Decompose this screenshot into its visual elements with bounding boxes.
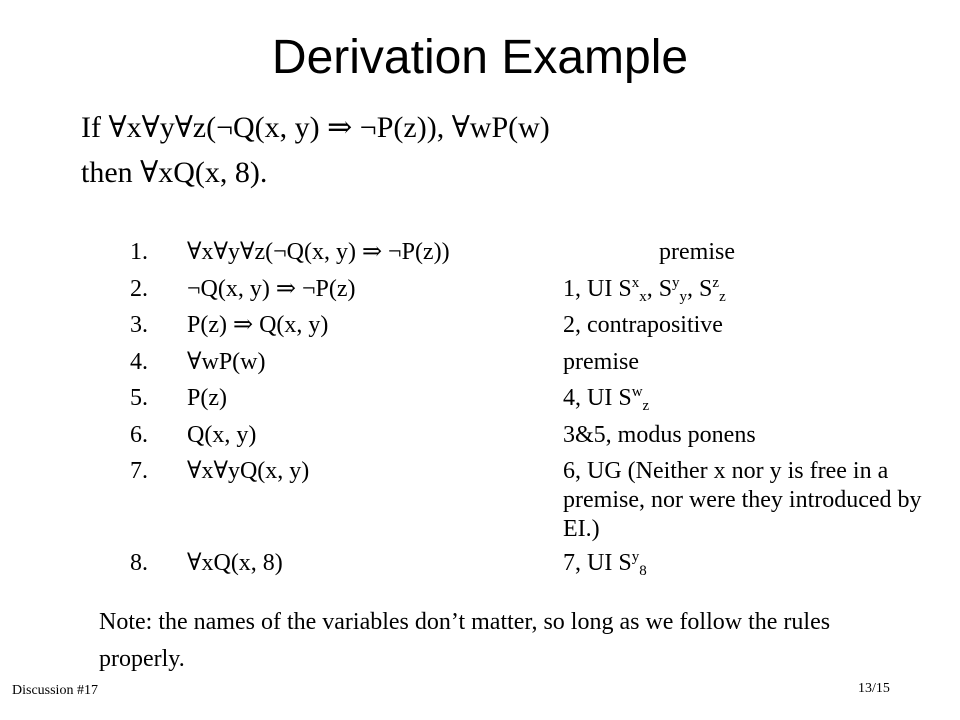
slide-title: Derivation Example — [271, 31, 689, 84]
step-formula: ∀wP(w) — [187, 348, 266, 375]
step-number: 6. — [130, 421, 148, 448]
footnote: Note: the names of the variables don’t matter, so long as we follow the rules properly. — [99, 609, 831, 672]
slide-page-number: 13/15 — [858, 681, 890, 696]
step-number: 2. — [130, 275, 148, 302]
step-number: 4. — [130, 348, 148, 375]
step-justification: 2, contrapositive — [563, 312, 723, 338]
step-formula: ∀x∀y∀z(¬Q(x, y) ⇒ ¬P(z)) — [187, 239, 450, 265]
substitution: $S^y_y$ — [658, 274, 688, 305]
footer-course-label: Discussion #17 — [12, 683, 98, 698]
derivation-step — [130, 421, 930, 458]
derivation-step — [130, 384, 930, 421]
justification-prefix: 4, UI — [563, 385, 619, 411]
justification-prefix: 7, UI — [563, 550, 619, 576]
substitution: $S^x_x$ — [618, 274, 647, 305]
derivation-step — [130, 457, 930, 549]
step-formula: ∀xQ(x, 8) — [187, 550, 283, 576]
step-formula: ∀x∀yQ(x, y) — [187, 458, 310, 484]
step-number: 1. — [130, 239, 148, 265]
derivation-step — [130, 549, 930, 586]
step-justification: 3&5, modus ponens — [563, 421, 756, 448]
justification-prefix: 1, UI — [563, 275, 619, 302]
substitution: $S^z_z$ — [699, 274, 726, 305]
step-justification — [563, 549, 923, 578]
derivation-step — [130, 275, 930, 312]
step-justification: premise — [659, 239, 735, 265]
step-number: 7. — [130, 458, 148, 484]
step-formula: P(z) ⇒ Q(x, y) — [187, 312, 329, 338]
derivation-step — [130, 238, 930, 275]
step-justification: 6, UG (Neither x nor y is free in a premise, nor were they introduced by EI.) — [563, 458, 922, 542]
substitution: $S^y_8$ — [618, 549, 647, 579]
step-justification: premise — [563, 348, 639, 375]
step-number: 3. — [130, 312, 148, 338]
step-formula: Q(x, y) — [187, 421, 257, 448]
step-number: 8. — [130, 550, 148, 576]
then-statement: then ∀xQ(x, 8). — [81, 156, 268, 189]
derivation-steps — [130, 238, 930, 586]
step-number: 5. — [130, 385, 148, 411]
step-formula: P(z) — [187, 385, 227, 411]
step-formula: ¬Q(x, y) ⇒ ¬P(z) — [187, 275, 356, 302]
derivation-step — [130, 348, 930, 385]
if-statement: If ∀x∀y∀z(¬Q(x, y) ⇒ ¬P(z)), ∀wP(w) — [81, 111, 550, 144]
substitution: $S^w_z$ — [618, 384, 650, 414]
step-justification — [563, 384, 923, 413]
derivation-step — [130, 311, 930, 348]
step-justification: 1, UI $S^x_x$, $S^y_y$, $S^z_z$ — [563, 274, 726, 305]
